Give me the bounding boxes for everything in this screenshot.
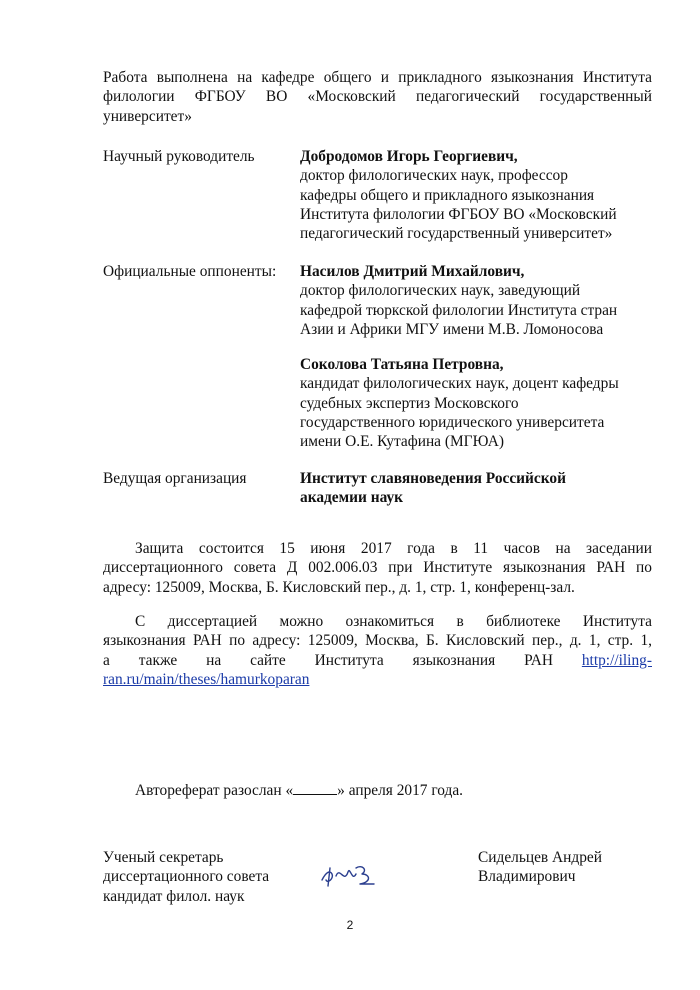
supervisor-block — [300, 147, 652, 243]
opponent-second-detail: государственного юридического университета — [300, 413, 605, 431]
library-line — [103, 612, 652, 631]
secretary-title — [103, 848, 269, 906]
library-line — [103, 651, 652, 670]
defense-line: диссертационного совета Д 002.006.03 при Институте языкознания РАН по — [103, 559, 652, 577]
leading-org-name: Институт славяноведения Российской — [300, 470, 566, 487]
dispatch-text-after: » апреля 2017 года. — [337, 782, 464, 799]
defense-line: адресу: 125009, Москва, Б. Кисловский пер., д. 1, стр. 1, конференц-зал. — [103, 578, 575, 596]
handwritten-signature — [318, 860, 388, 890]
secretary-name — [478, 848, 602, 887]
library-line-text: С диссертацией можно ознакомиться в библиотеке Института — [135, 613, 652, 630]
opponent-first-detail: Азии и Африки МГУ имени М.В. Ломоносова — [300, 320, 604, 338]
secretary-title-line: диссертационного совета — [103, 868, 270, 886]
library-paragraph — [103, 612, 652, 689]
secretary-title-line: Ученый секретарь — [103, 849, 224, 866]
library-line: языкознания РАН по адресу: 125009, Москва, Б. Кисловский пер., д. 1, стр. 1, — [103, 632, 652, 650]
defense-line — [103, 539, 652, 558]
supervisor-label: Научный руководитель — [103, 148, 255, 165]
intro-paragraph — [103, 68, 652, 126]
library-site-text: а также на сайте Института языкознания РАН — [103, 651, 553, 669]
opponent-first-detail: доктор филологических наук, заведующий — [300, 282, 581, 300]
opponent-first-detail: кафедрой тюркской филологии Института стран — [300, 301, 618, 319]
defense-paragraph — [103, 539, 652, 597]
secretary-name-line: Сидельцев Андрей — [478, 849, 602, 866]
supervisor-detail: кафедры общего и прикладного языкознания — [300, 186, 595, 204]
theses-link-continued[interactable]: ran.ru/main/theses/hamurkoparan — [103, 670, 310, 688]
leading-org-block — [300, 469, 652, 508]
supervisor-name: Добродомов Игорь Георгиевич, — [300, 148, 518, 165]
opponents-label: Официальные оппоненты: — [103, 263, 277, 280]
opponent-first-name: Насилов Дмитрий Михайлович, — [300, 263, 525, 280]
defense-line-text: Защита состоится 15 июня 2017 года в 11 часов на заседании — [135, 540, 652, 557]
supervisor-detail: педагогический государственный университет» — [300, 225, 613, 243]
leading-org-label: Ведущая организация — [103, 470, 247, 487]
opponent-second-detail: судебных экспертиз Московского — [300, 394, 519, 412]
supervisor-detail: Института филологии ФГБОУ ВО «Московский — [300, 205, 617, 223]
intro-line: филологии ФГБОУ ВО «Московский педагогический государственный — [103, 88, 652, 106]
intro-line: университет» — [103, 107, 192, 125]
dispatch-text-before: Автореферат разослан « — [135, 782, 294, 799]
opponent-second-detail: кандидат филологических наук, доцент кафедры — [300, 375, 619, 393]
leading-org-name: академии наук — [300, 489, 404, 507]
secretary-title-line: кандидат филол. наук — [103, 887, 245, 905]
opponent-second-block — [300, 355, 652, 451]
library-line — [103, 670, 652, 689]
opponent-second-name: Соколова Татьяна Петровна, — [300, 356, 504, 373]
opponent-first-block — [300, 262, 652, 339]
dispatch-line — [103, 781, 652, 800]
theses-link[interactable]: http://iling- — [581, 651, 652, 669]
intro-line: Работа выполнена на кафедре общего и прикладного языкознания Института — [103, 69, 652, 86]
secretary-name-line: Владимирович — [478, 868, 576, 886]
opponent-second-detail: имени О.Е. Кутафина (МГЮА) — [300, 433, 505, 451]
page-number: 2 — [346, 918, 354, 932]
supervisor-detail: доктор филологических наук, профессор — [300, 167, 568, 185]
date-blank — [293, 782, 337, 795]
